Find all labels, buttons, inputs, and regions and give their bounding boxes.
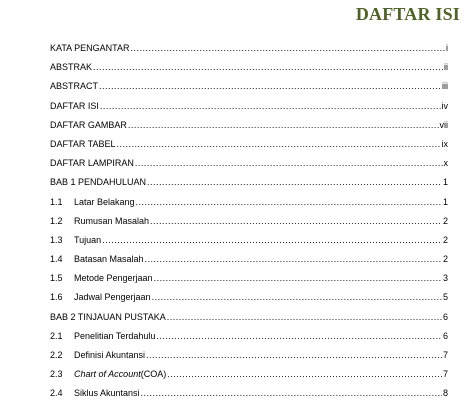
toc-entry[interactable] bbox=[50, 369, 448, 388]
toc-entry-label: Penelitian Terdahulu bbox=[74, 330, 156, 341]
dot-leader bbox=[141, 388, 442, 399]
toc-entry-label: ABSTRACT bbox=[50, 81, 99, 92]
toc-entry-label: Jadwal Pengerjaan bbox=[74, 292, 151, 303]
toc-entry-label: DAFTAR LAMPIRAN bbox=[50, 158, 134, 169]
toc-entry-page-number: 7 bbox=[442, 369, 448, 380]
toc-entry[interactable] bbox=[50, 216, 448, 235]
toc-entry[interactable] bbox=[50, 139, 448, 158]
dot-leader bbox=[147, 177, 442, 188]
toc-entry-page-number: 8 bbox=[442, 388, 448, 399]
toc-entry[interactable] bbox=[50, 101, 448, 120]
dot-leader bbox=[102, 235, 442, 246]
toc-entry-label: DAFTAR ISI bbox=[50, 100, 99, 111]
toc-entry-number: 1.3 bbox=[50, 234, 63, 245]
toc-entry-label: Batasan Masalah bbox=[74, 254, 144, 265]
toc-entry-label: Metode Pengerjaan bbox=[74, 273, 153, 284]
toc-entry[interactable] bbox=[50, 273, 448, 292]
toc-entry-label: Rumusan Masalah bbox=[74, 215, 150, 226]
toc-entry-page-number: 2 bbox=[442, 234, 448, 245]
toc-entry[interactable] bbox=[50, 388, 448, 407]
table-of-contents bbox=[50, 43, 448, 408]
toc-entry[interactable] bbox=[50, 158, 448, 177]
dot-leader bbox=[100, 101, 441, 112]
toc-entry-page-number: 6 bbox=[442, 311, 448, 322]
toc-entry[interactable] bbox=[50, 254, 448, 273]
dot-leader bbox=[167, 369, 442, 380]
dot-leader bbox=[131, 43, 445, 54]
toc-entry-number: 1.5 bbox=[50, 273, 63, 284]
toc-entry-page-number: 7 bbox=[442, 350, 448, 360]
toc-entry-page-number: ix bbox=[441, 138, 448, 149]
dot-leader bbox=[152, 292, 442, 303]
toc-entry-number: 2.1 bbox=[50, 330, 63, 341]
toc-entry-number: 1.4 bbox=[50, 254, 63, 265]
toc-entry-page-number: 3 bbox=[442, 273, 448, 284]
toc-entry[interactable] bbox=[50, 120, 448, 139]
toc-entry-page-number: 5 bbox=[442, 292, 448, 303]
toc-entry-page-number: 1 bbox=[442, 196, 448, 207]
toc-entry-number: 2.2 bbox=[50, 350, 63, 360]
toc-entry[interactable] bbox=[50, 62, 448, 81]
page-title: DAFTAR ISI bbox=[355, 4, 460, 24]
toc-entry-page-number: iv bbox=[441, 100, 448, 111]
toc-entry[interactable] bbox=[50, 331, 448, 350]
dot-leader bbox=[93, 62, 443, 73]
toc-entry-page-number: 6 bbox=[442, 330, 448, 341]
toc-entry-page-number: 1 bbox=[442, 177, 448, 188]
toc-entry-label: Tujuan bbox=[74, 234, 102, 245]
toc-entry-label: DAFTAR GAMBAR bbox=[50, 119, 127, 130]
dot-leader bbox=[154, 273, 442, 284]
toc-entry-label: ABSTRAK bbox=[50, 62, 93, 73]
toc-entry[interactable] bbox=[50, 197, 448, 216]
toc-entry-page-number: vii bbox=[439, 119, 448, 130]
toc-entry-page-number: 2 bbox=[442, 215, 448, 226]
toc-entry-number: 2.3 bbox=[50, 369, 63, 380]
toc-entry[interactable] bbox=[50, 312, 448, 331]
toc-entry-label: Siklus Akuntansi bbox=[74, 388, 140, 399]
dot-leader bbox=[135, 158, 443, 169]
dot-leader bbox=[117, 139, 441, 150]
toc-entry-label-suffix: (COA) bbox=[140, 369, 167, 380]
toc-entry-label: Chart of Account bbox=[74, 369, 141, 380]
toc-entry-number: 1.1 bbox=[50, 196, 63, 207]
toc-entry[interactable] bbox=[50, 177, 448, 196]
dot-leader bbox=[150, 216, 442, 227]
toc-entry-page-number: 2 bbox=[442, 254, 448, 265]
dot-leader bbox=[156, 331, 442, 342]
toc-entry-page-number: i bbox=[446, 43, 448, 53]
dot-leader bbox=[99, 81, 441, 92]
toc-entry-label: Definisi Akuntansi bbox=[74, 350, 146, 360]
toc-entry-label: KATA PENGANTAR bbox=[50, 43, 130, 53]
dot-leader bbox=[167, 312, 442, 323]
toc-entry[interactable] bbox=[50, 350, 448, 369]
toc-entry-number: 1.6 bbox=[50, 292, 63, 303]
toc-entry-page-number: iii bbox=[442, 81, 448, 92]
toc-entry[interactable] bbox=[50, 292, 448, 311]
toc-entry[interactable] bbox=[50, 81, 448, 100]
toc-entry-label: Latar Belakang bbox=[74, 196, 135, 207]
toc-entry-number: 1.2 bbox=[50, 215, 63, 226]
toc-entry-page-number: x bbox=[443, 158, 448, 169]
toc-entry[interactable] bbox=[50, 235, 448, 254]
dot-leader bbox=[128, 120, 439, 131]
toc-entry-number: 2.4 bbox=[50, 388, 63, 399]
toc-entry-label: BAB 1 PENDAHULUAN bbox=[50, 177, 147, 188]
toc-entry-label: BAB 2 TINJAUAN PUSTAKA bbox=[50, 311, 166, 322]
dot-leader bbox=[136, 197, 442, 208]
toc-entry-page-number: ii bbox=[444, 62, 448, 73]
toc-entry[interactable] bbox=[50, 43, 448, 62]
dot-leader bbox=[146, 350, 442, 361]
dot-leader bbox=[145, 254, 442, 265]
toc-entry-label: DAFTAR TABEL bbox=[50, 138, 116, 149]
